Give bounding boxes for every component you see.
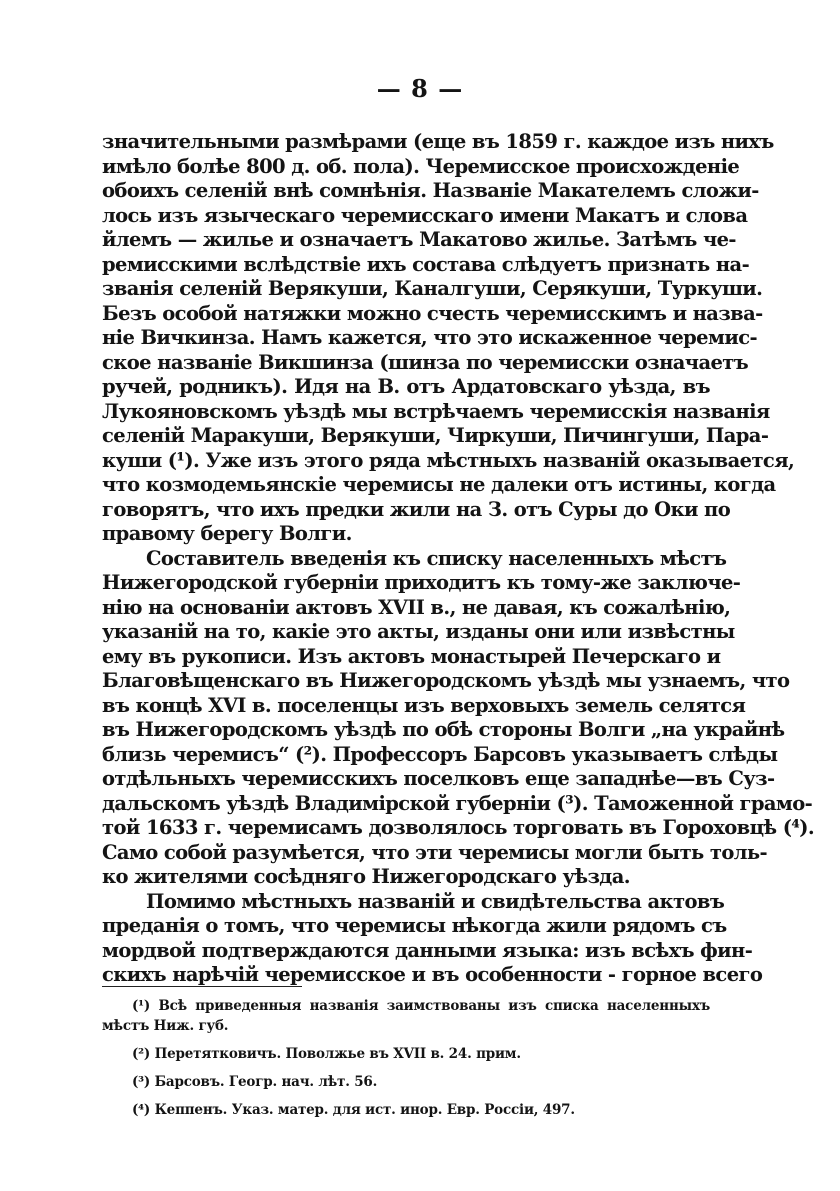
footnote-line — [102, 1100, 710, 1120]
text-line: въ Нижегородскомъ уѣздѣ по обѣ стороны Волги „на украйнѣ — [102, 718, 785, 741]
text-line: мордвой подтверждаются данными языка: изъ всѣхъ фин- — [102, 938, 753, 962]
text-line: въ концѣ XVI в. поселенцы изъ верховыхъ земель селятся — [102, 693, 746, 717]
text-line: куши (¹). Уже изъ этого ряда мѣстныхъ названій оказывается, — [102, 448, 795, 472]
footnote-3 — [102, 1072, 710, 1092]
footnote-text: Барсовъ. Геогр. нач. лѣт. 56. — [154, 1074, 378, 1090]
text-line: имѣло болѣе 800 д. об. пола). Черемисское происхожденіе — [102, 154, 740, 178]
footnote-line — [102, 1044, 710, 1064]
footnote-line: мѣстъ Ниж. губ. — [102, 1018, 229, 1034]
text-line: Нижегородской губерніи приходитъ къ тому-же заключе- — [102, 571, 741, 594]
text-line: указаній на то, какіе это акты, изданы они или извѣстны — [102, 620, 735, 643]
footnote-marker: (¹) — [132, 998, 151, 1014]
text-line: Безъ особой натяжки можно счесть черемисскимъ и назва- — [102, 301, 763, 325]
text-line: нію на основаніи актовъ XVII в., не давая, къ сожалѣнію, — [102, 595, 731, 619]
footnote-divider — [102, 986, 302, 987]
text-line: скихъ нарѣчій черемисское и въ особенности - горное всего — [102, 963, 763, 986]
text-line: что козмодемьянскіе черемисы не далеки отъ истины, когда — [102, 473, 776, 496]
text-line: обоихъ селеній внѣ сомнѣнія. Названіе Макателемъ сложи- — [102, 179, 759, 202]
footnote-line — [102, 1072, 710, 1092]
footnotes — [102, 996, 710, 1120]
text-line: Лукояновскомъ уѣздѣ мы встрѣчаемъ черемисскія названія — [102, 399, 770, 423]
paragraph-end-line: ко жителями сосѣдняго Нижегородскаго уѣзда. — [102, 865, 630, 888]
text-line: йлемъ — жилье и означаетъ Макатово жилье. Затѣмъ че- — [102, 228, 736, 251]
paragraph-start-line: Помимо мѣстныхъ названій и свидѣтельства актовъ — [146, 889, 725, 913]
text-line: отдѣльныхъ черемисскихъ поселковъ еще западнѣе—въ Суз- — [102, 767, 775, 790]
footnote-2 — [102, 1044, 710, 1064]
footnote-marker: (²) — [132, 1046, 151, 1062]
text-line: Благовѣщенскаго въ Нижегородскомъ уѣздѣ мы узнаемъ, что — [102, 669, 790, 692]
text-line: ремисскими вслѣдствіе ихъ состава слѣдуетъ признать на- — [102, 252, 750, 276]
text-line: значительными размѣрами (еще въ 1859 г. каждое изъ нихъ — [102, 130, 774, 153]
text-line: званія селеній Верякуши, Каналгуши, Серякуши, Туркуши. — [102, 277, 763, 300]
text-line: преданія о томъ, что черемисы нѣкогда жили рядомъ съ — [102, 914, 727, 937]
text-line: ему въ рукописи. Изъ актовъ монастырей Печерскаго и — [102, 644, 721, 668]
paragraph-end-line: правому берегу Волги. — [102, 522, 352, 545]
footnote-4 — [102, 1100, 710, 1120]
footnote-text: Кеппенъ. Указ. матер. для ист. инор. Евр. Россіи, 497. — [154, 1102, 575, 1118]
text-line: лось изъ языческаго черемисскаго имени Макатъ и слова — [102, 203, 748, 227]
page-number: — 8 — — [376, 74, 464, 103]
text-line: той 1633 г. черемисамъ дозволялось торговать въ Гороховцѣ (⁴). — [102, 816, 815, 839]
text-line: говорятъ, что ихъ предки жили на З. отъ Суры до Оки по — [102, 497, 731, 521]
text-line: Само собой разумѣется, что эти черемисы могли быть толь- — [102, 840, 768, 864]
paragraph-start-line: Составитель введенія къ списку населенныхъ мѣстъ — [146, 546, 727, 570]
text-line: ское названіе Викшинза (шинза по черемисски означаетъ — [102, 350, 749, 374]
text-line: селеній Маракуши, Верякуши, Чиркуши, Пичингуши, Пара- — [102, 424, 769, 447]
text-line: дальскомъ уѣздѣ Владимірской губерніи (³). Таможенной грамо- — [102, 791, 813, 815]
footnote-text: Всѣ приведенныя названія заимствованы изъ списка населенныхъ — [158, 998, 710, 1014]
footnote-1 — [102, 996, 710, 1036]
footnote-marker: (³) — [132, 1074, 151, 1090]
footnote-line — [102, 996, 710, 1016]
text-line: близь черемисъ“ (²). Профессоръ Барсовъ указываетъ слѣды — [102, 742, 778, 766]
text-line: ніе Вичкинза. Намъ кажется, что это искаженное черемис- — [102, 326, 757, 349]
footnote-text: Перетятковичъ. Поволжье въ XVII в. 24. прим. — [154, 1046, 521, 1062]
footnote-marker: (⁴) — [132, 1102, 151, 1118]
body-text — [102, 130, 815, 988]
text-line: ручей, родникъ). Идя на В. отъ Ардатовскаго уѣзда, въ — [102, 375, 710, 398]
